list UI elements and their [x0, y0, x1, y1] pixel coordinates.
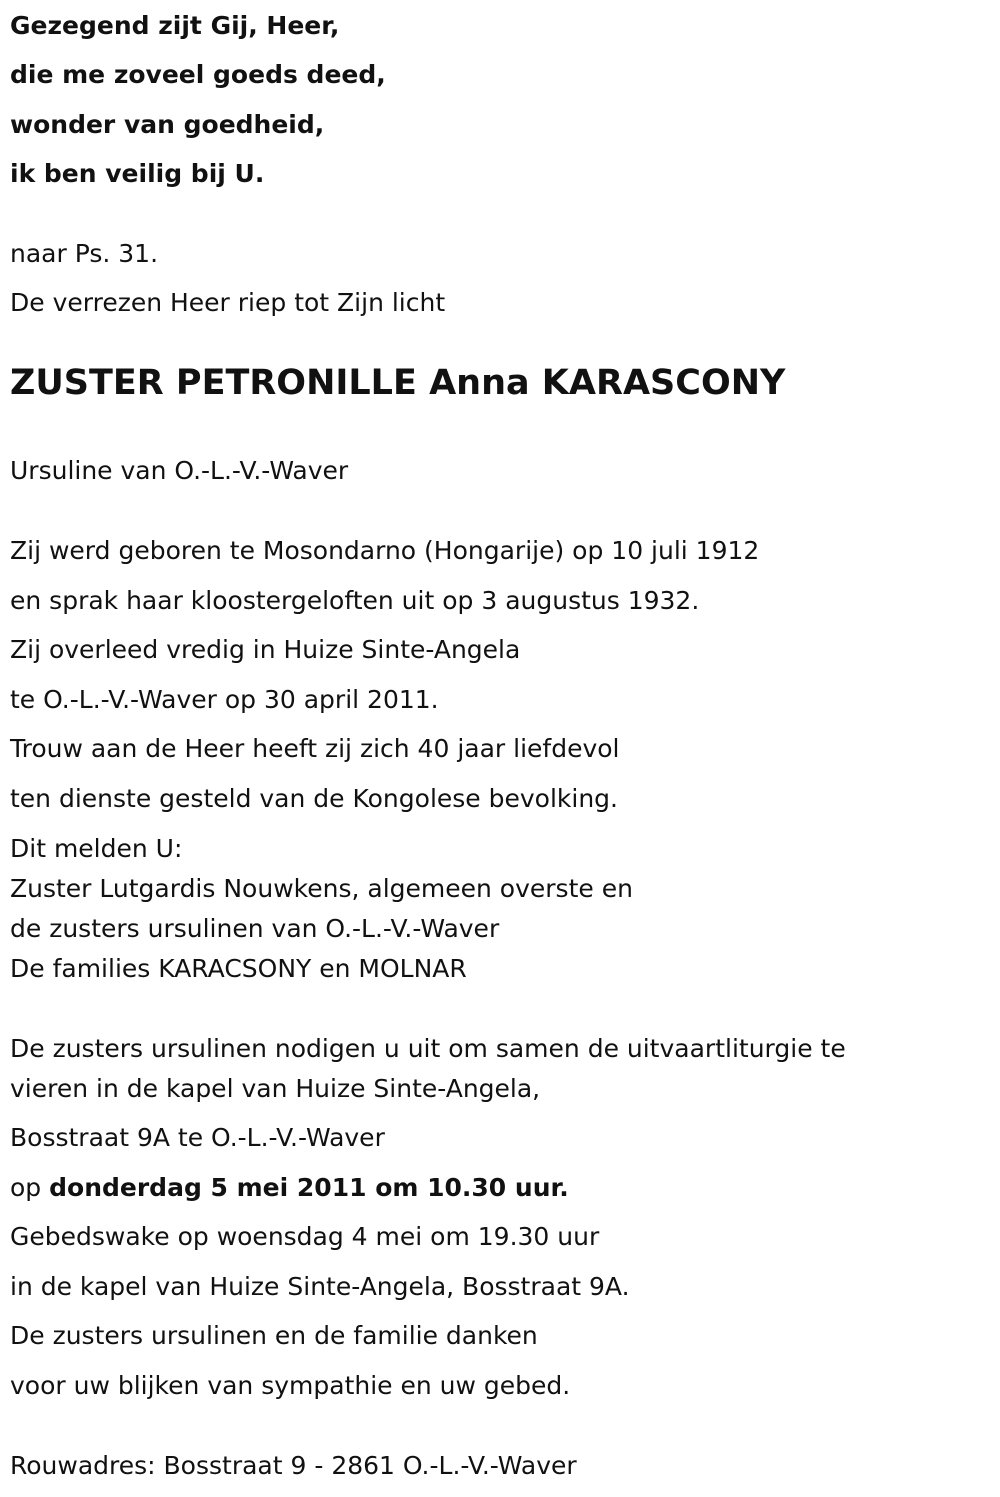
religious-order: Ursuline van O.-L.-V.-Waver — [10, 456, 349, 485]
thanks-line-1: De zusters ursulinen en de familie danken — [10, 1321, 538, 1350]
announcers-line-4: De families KARACSONY en MOLNAR — [10, 954, 467, 983]
announcers-line-2: Zuster Lutgardis Nouwkens, algemeen overste en — [10, 874, 633, 903]
bio-line-5: Trouw aan de Heer heeft zij zich 40 jaar liefdevol — [10, 734, 620, 763]
funeral-prefix: op — [10, 1173, 50, 1202]
funeral-datetime: donderdag 5 mei 2011 om 10.30 uur. — [49, 1173, 569, 1202]
bio-line-2: en sprak haar kloostergeloften uit op 3 augustus 1932. — [10, 586, 700, 615]
announcers-line-3: de zusters ursulinen van O.-L.-V.-Waver — [10, 914, 500, 943]
bio-line-4: te O.-L.-V.-Waver op 30 april 2011. — [10, 685, 439, 714]
funeral-date-line — [10, 1172, 569, 1204]
psalm-reference: naar Ps. 31. — [10, 239, 159, 268]
wake-line-2: in de kapel van Huize Sinte-Angela, Bosstraat 9A. — [10, 1272, 630, 1301]
poem-line-2: die me zoveel goeds deed, — [10, 60, 386, 89]
deceased-name: ZUSTER PETRONILLE Anna KARASCONY — [10, 363, 786, 403]
poem-line-1: Gezegend zijt Gij, Heer, — [10, 11, 340, 40]
bio-line-1: Zij werd geboren te Mosondarno (Hongarije) op 10 juli 1912 — [10, 536, 760, 565]
announcers-line-1: Dit melden U: — [10, 834, 183, 863]
bio-line-6: ten dienste gesteld van de Kongolese bevolking. — [10, 784, 618, 813]
invitation-line-2: vieren in de kapel van Huize Sinte-Angela, — [10, 1074, 541, 1103]
bio-line-3: Zij overleed vredig in Huize Sinte-Angela — [10, 635, 521, 664]
poem-line-3: wonder van goedheid, — [10, 110, 325, 139]
invitation-line-3: Bosstraat 9A te O.-L.-V.-Waver — [10, 1123, 385, 1152]
thanks-line-2: voor uw blijken van sympathie en uw gebed. — [10, 1371, 571, 1400]
invitation-line-1: De zusters ursulinen nodigen u uit om samen de uitvaartliturgie te — [10, 1034, 846, 1063]
intro-line: De verrezen Heer riep tot Zijn licht — [10, 288, 446, 317]
wake-line-1: Gebedswake op woensdag 4 mei om 19.30 uur — [10, 1222, 600, 1251]
poem-line-4: ik ben veilig bij U. — [10, 159, 265, 188]
mourning-address: Rouwadres: Bosstraat 9 - 2861 O.-L.-V.-Waver — [10, 1451, 577, 1480]
